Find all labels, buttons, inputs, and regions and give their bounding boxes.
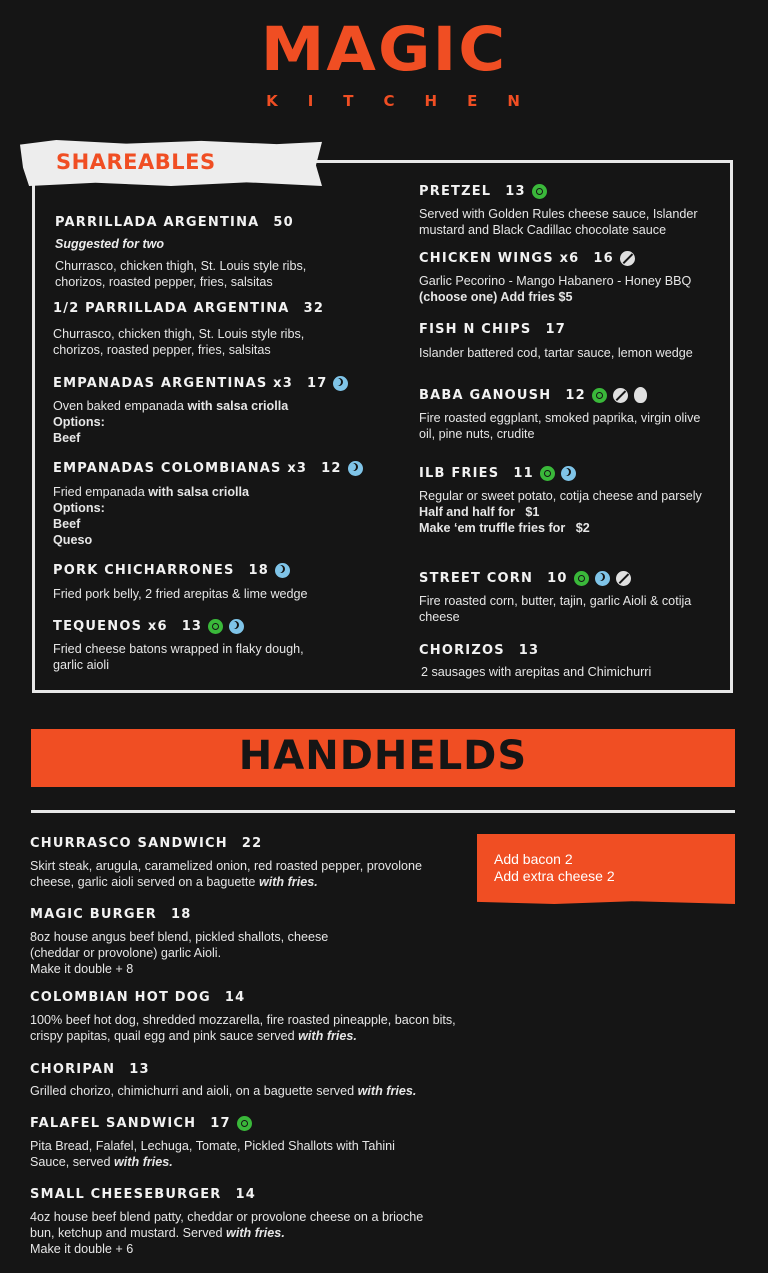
menu-item-desc: Garlic Pecorino - Mango Habanero - Honey BBQ (choose one) Add fries $5 <box>419 274 692 304</box>
menu-item-name: COLOMBIAN HOT DOG 14 <box>30 990 246 1005</box>
menu-item-desc: Fried pork belly, 2 fried arepitas & lime wedge <box>53 587 308 601</box>
vegan-icon <box>208 619 223 634</box>
addon-item: Add bacon 2 <box>494 851 573 867</box>
menu-item-name: MAGIC BURGER 18 <box>30 907 192 922</box>
menu-item-name: EMPANADAS COLOMBIANAS x3 12 <box>53 461 363 476</box>
gluten-free-icon <box>229 619 244 634</box>
menu-item-name: EMPANADAS ARGENTINAS x3 17 <box>53 376 348 391</box>
no-allergen-icon <box>616 571 631 586</box>
menu-item-desc: Regular or sweet potato, cotija cheese and parsely Half and half for $1 Make ‘em truffle fries for $2 <box>419 489 702 535</box>
menu-item-name: SMALL CHEESEBURGER 14 <box>30 1187 257 1202</box>
menu-item-name: 1/2 PARRILLADA ARGENTINA 32 <box>53 301 325 316</box>
vegan-icon <box>532 184 547 199</box>
menu-item-desc: Fire roasted eggplant, smoked paprika, virgin olive oil, pine nuts, crudite <box>419 411 701 441</box>
menu-item-name: PRETZEL 13 <box>419 184 547 199</box>
menu-item-desc: Islander battered cod, tartar sauce, lemon wedge <box>419 346 693 360</box>
gluten-free-icon <box>561 466 576 481</box>
brand-subtitle: KITCHEN <box>266 92 550 110</box>
menu-item-name: FALAFEL SANDWICH 17 <box>30 1116 252 1131</box>
gluten-free-icon <box>275 563 290 578</box>
menu-item-name: CHICKEN WINGS x6 16 <box>419 251 635 266</box>
menu-item-name: CHURRASCO SANDWICH 22 <box>30 836 263 851</box>
menu-item-desc: 100% beef hot dog, shredded mozzarella, fire roasted pineapple, bacon bits, crispy papitas, quail egg and pink sauce served with fries. <box>30 1013 456 1043</box>
menu-item-name: ILB FRIES 11 <box>419 466 576 481</box>
menu-item-desc: Churrasco, chicken thigh, St. Louis style ribs, chorizos, roasted pepper, fries, salsitas <box>53 327 305 357</box>
vegan-icon <box>540 466 555 481</box>
menu-item-desc: Fried empanada with salsa criolla Options: Beef Queso <box>53 485 250 547</box>
gluten-free-icon <box>348 461 363 476</box>
brand-logo: MAGIC <box>260 14 508 86</box>
dairy-drop-icon <box>634 387 647 403</box>
menu-item-desc: 8oz house angus beef blend, pickled shallots, cheese (cheddar or provolone) garlic Aioli. Make it double + 8 <box>30 930 329 976</box>
vegan-icon <box>237 1116 252 1131</box>
menu-item-desc: 2 sausages with arepitas and Chimichurri <box>421 665 652 679</box>
no-allergen-icon <box>620 251 635 266</box>
menu-item-name: BABA GANOUSH 12 <box>419 387 647 403</box>
shareables-title: SHAREABLES <box>56 150 216 174</box>
vegan-icon <box>592 388 607 403</box>
menu-item-name: PORK CHICHARRONES 18 <box>53 563 290 578</box>
menu-item-name: STREET CORN 10 <box>419 571 631 586</box>
menu-item-desc: Oven baked empanada with salsa criolla Options: Beef <box>53 399 289 445</box>
menu-item-name: FISH N CHIPS 17 <box>419 322 566 337</box>
menu-item-name: TEQUENOS x6 13 <box>53 619 244 634</box>
menu-item-desc: 4oz house beef blend patty, cheddar or provolone cheese on a brioche bun, ketchup and mustard. Served with fries. Make it double + 6 <box>30 1210 424 1256</box>
divider <box>31 810 735 813</box>
menu-item-desc: Churrasco, chicken thigh, St. Louis style ribs, chorizos, roasted pepper, fries, salsitas <box>55 259 307 289</box>
handhelds-title: HANDHELDS <box>238 733 528 779</box>
no-allergen-icon <box>613 388 628 403</box>
vegan-icon <box>574 571 589 586</box>
menu-item-desc: Fried cheese batons wrapped in flaky dough, garlic aioli <box>53 642 304 672</box>
menu-item-desc: Skirt steak, arugula, caramelized onion, red roasted pepper, provolone cheese, garlic aioli served on a baguette with fries. <box>30 859 423 889</box>
menu-item-name: PARRILLADA ARGENTINA 50 <box>55 215 294 230</box>
menu-item-desc: Served with Golden Rules cheese sauce, Islander mustard and Black Cadillac chocolate sauce <box>419 207 698 237</box>
menu-item-name: CHORIZOS 13 <box>419 643 540 658</box>
menu-item-desc: Fire roasted corn, butter, tajin, garlic Aioli & cotija cheese <box>419 594 692 624</box>
gluten-free-icon <box>333 376 348 391</box>
menu-item-name: CHORIPAN 13 <box>30 1062 150 1077</box>
menu-item-desc: Grilled chorizo, chimichurri and aioli, on a baguette served with fries. <box>30 1084 417 1098</box>
menu-item-note: Suggested for two <box>55 237 165 251</box>
addon-item: Add extra cheese 2 <box>494 868 615 884</box>
gluten-free-icon <box>595 571 610 586</box>
menu-item-desc: Pita Bread, Falafel, Lechuga, Tomate, Pickled Shallots with Tahini Sauce, served with fries. <box>30 1139 395 1169</box>
